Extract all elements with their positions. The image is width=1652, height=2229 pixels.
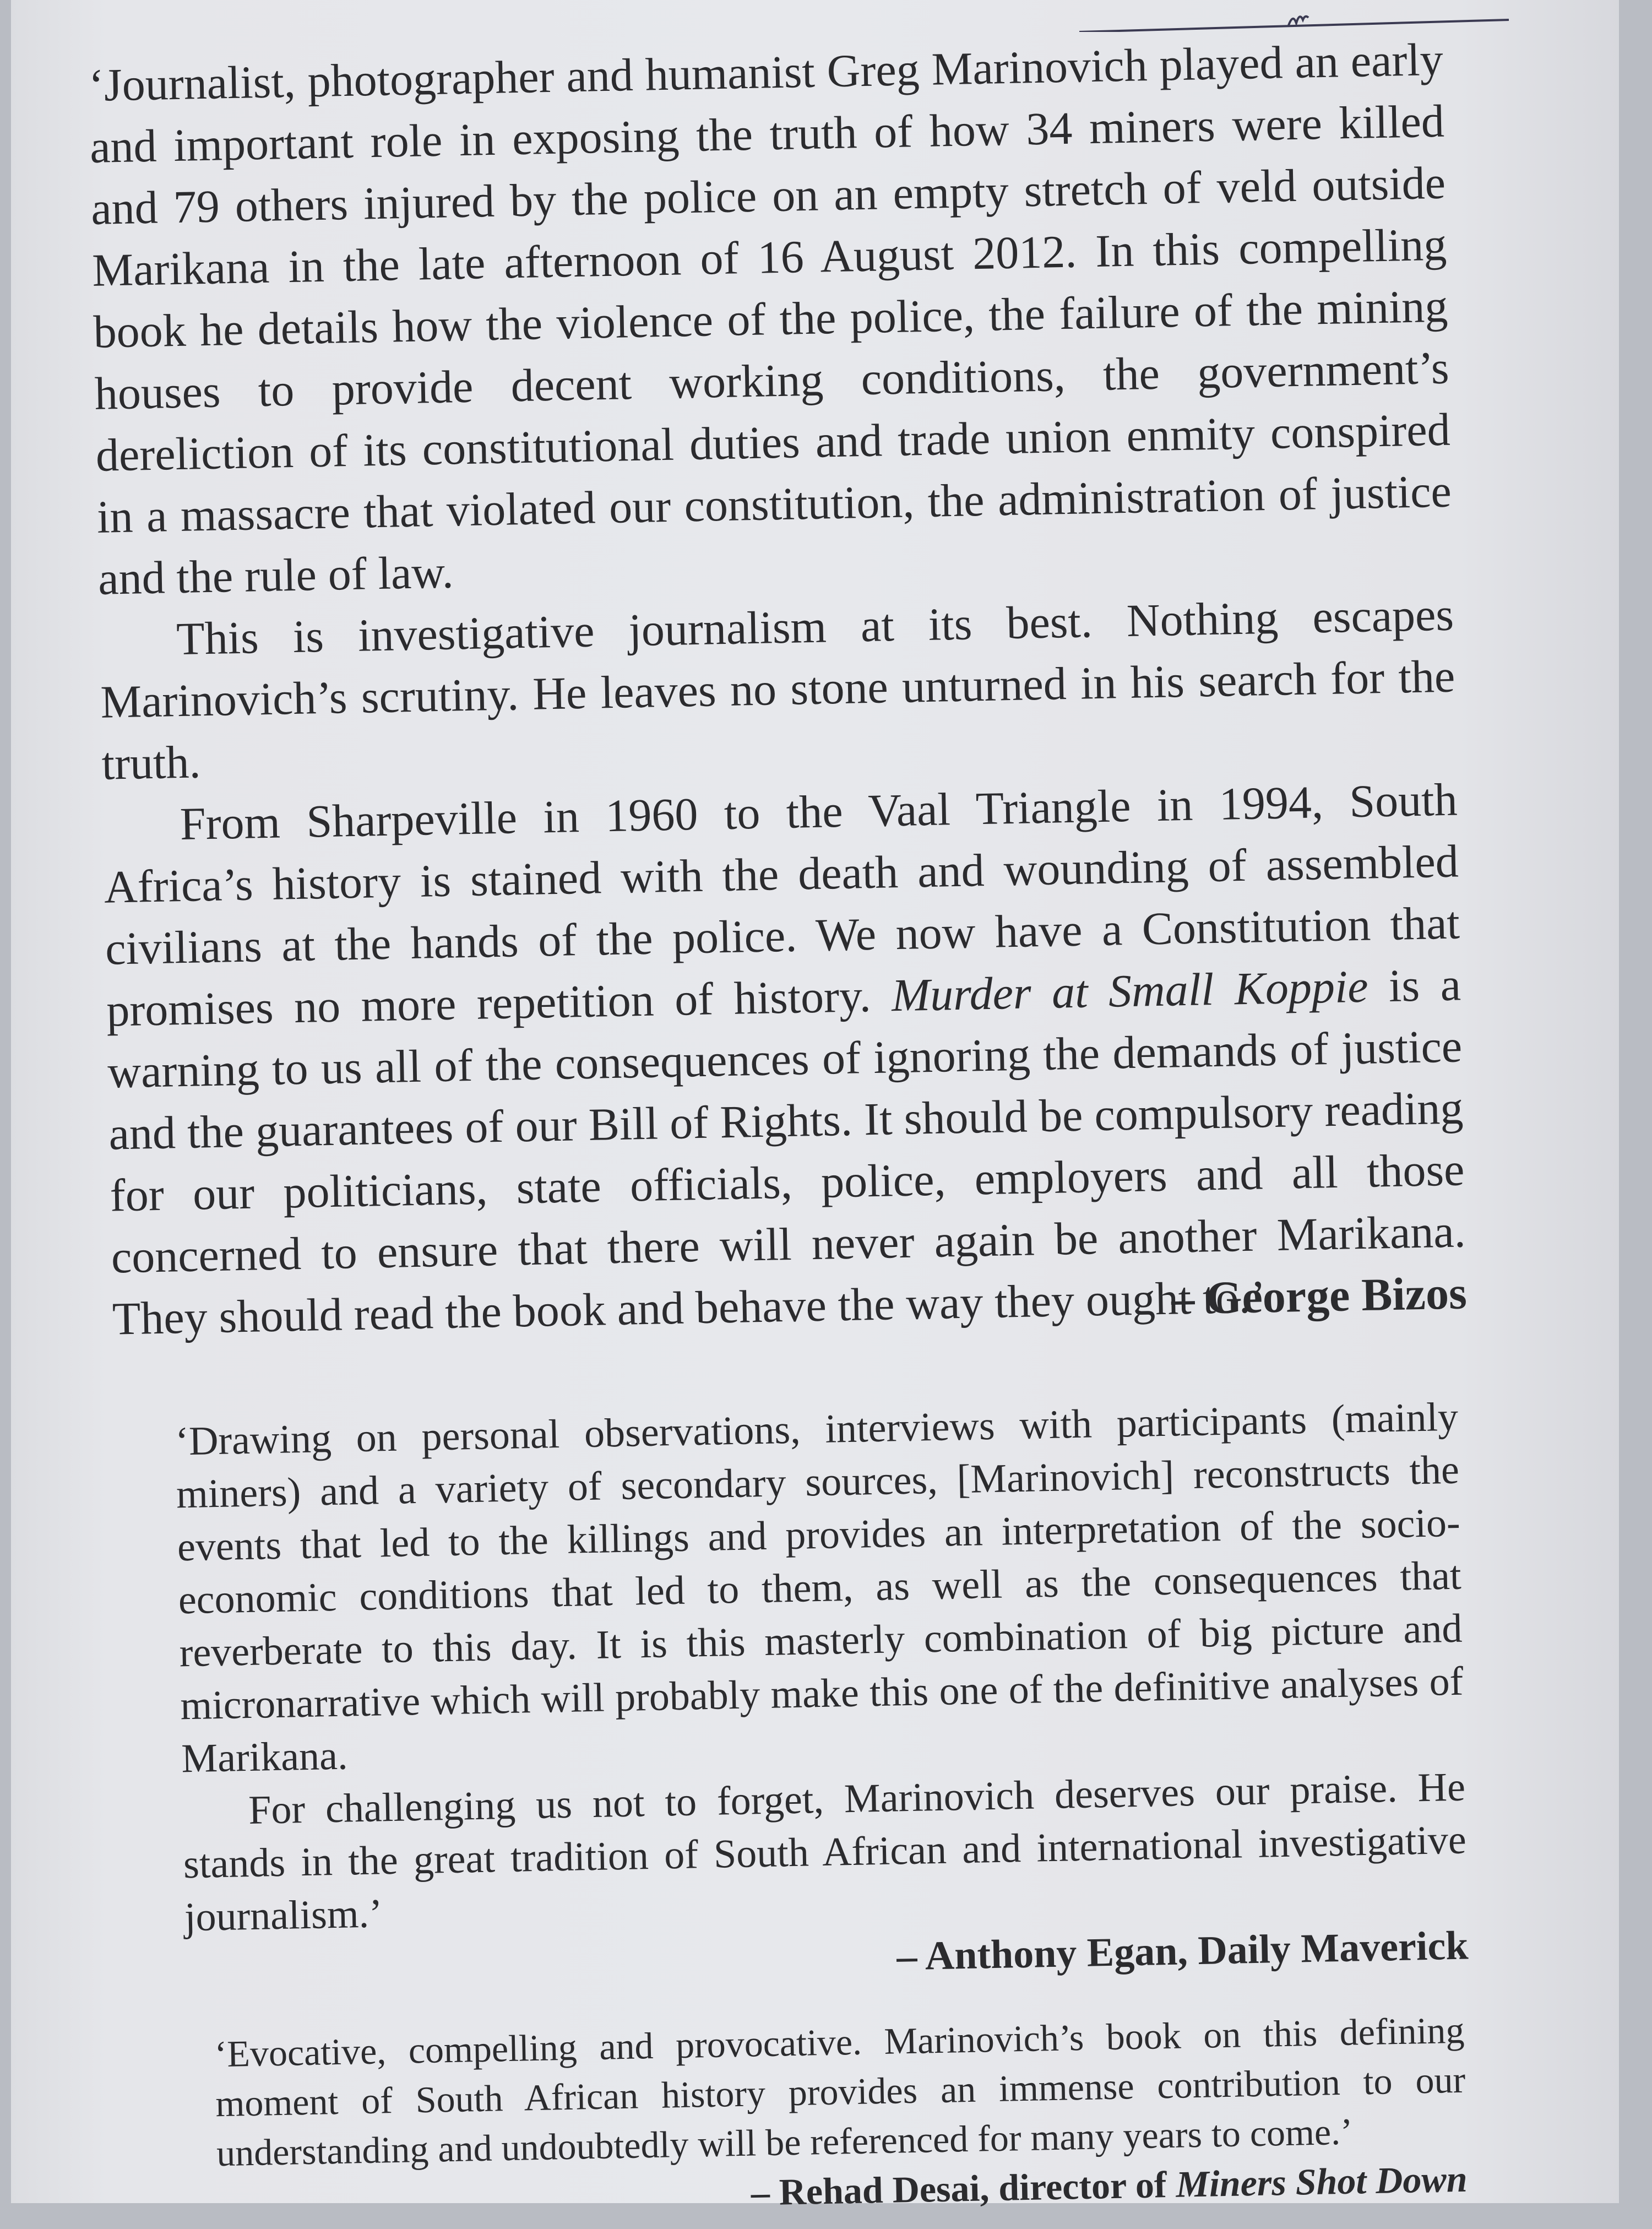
- quote1-paragraph-1: ‘Journalist, photographer and humanist Greg Marinovich played an early and important role in exposing the truth of how 34 miners were killed and 79 others injured by the police on an empty stretch of veld outside Marikana in the late afternoon of 16 August 2012. In this compelling book he details how the violence of the police, the failure of the mining houses to provide decent working conditions, the government’s dereliction of its constitutional duties and trade union enmity conspired in a massacre that violated our constitution, the administration of justice and the rule of law.: [88, 34, 1452, 605]
- pen-mark: [1079, 10, 1509, 32]
- quote2-paragraph-2: For challenging us not to forget, Marinovich deserves our praise. He stands in the great tradition of South African and international investigative journalism.’: [183, 1764, 1467, 1940]
- quote1-paragraph-3: [102, 769, 1468, 1351]
- quote2-paragraph-1: ‘Drawing on personal observations, interviews with participants (mainly miners) and a variety of secondary sources, [Marinovich] reconstructs the events that led to the killings and provides an interpretation of the socio-economic conditions that led to them, as well as the consequences that reverberate to this day. It is this masterly combination of big picture and micronarrative which will probably make this one of the definitive analyses of Marikana.: [175, 1394, 1464, 1782]
- quote1-p3-text-after: is a warning to us all of the consequences of ignoring the demands of justice and the guarantees of our Bill of Rights. It should be compulsory reading for our politicians, state officials, police, employers and all those concerned to ensure that there will never again be another Marikana. They should read the book and behave the way they ought to.’: [107, 959, 1466, 1345]
- quote1-paragraph-2: This is investigative journalism at its best. Nothing escapes Marinovich’s scrutiny. He leaves no stone unturned in his search for the truth.: [100, 589, 1456, 790]
- quote1-p3-text-before: From Sharpeville in 1960 to the Vaal Triangle in 1994, South Africa’s history is stained with the death and wounding of assembled civilians at the hands of the police. We now have a Constitution that promises no more repetition of history.: [104, 774, 1460, 1037]
- attribution-anthony-egan: – Anthony Egan, Daily Maverick: [896, 1923, 1469, 1979]
- quote-rehad-desai: [214, 2005, 1468, 2228]
- quote-anthony-egan: [175, 1391, 1469, 1997]
- book-title: Murder at Small Koppie: [891, 961, 1369, 1022]
- film-title: Miners Shot Down: [1175, 2157, 1468, 2205]
- attribution-rehad-desai-prefix: – Rehad Desai, director of: [751, 2163, 1167, 2214]
- quote3-text: ‘Evocative, compelling and provocative. Marinovich’s book on this defining moment of South African history provides an immense contribution to our understanding and undoubtedly will be referenced for many years to come.’: [214, 2009, 1466, 2174]
- book-page: [11, 0, 1619, 2214]
- blurb-text-block: [88, 29, 1484, 2229]
- quote-george-bizos: [88, 29, 1468, 1351]
- attribution-george-bizos: – George Bizos: [1171, 1267, 1468, 1325]
